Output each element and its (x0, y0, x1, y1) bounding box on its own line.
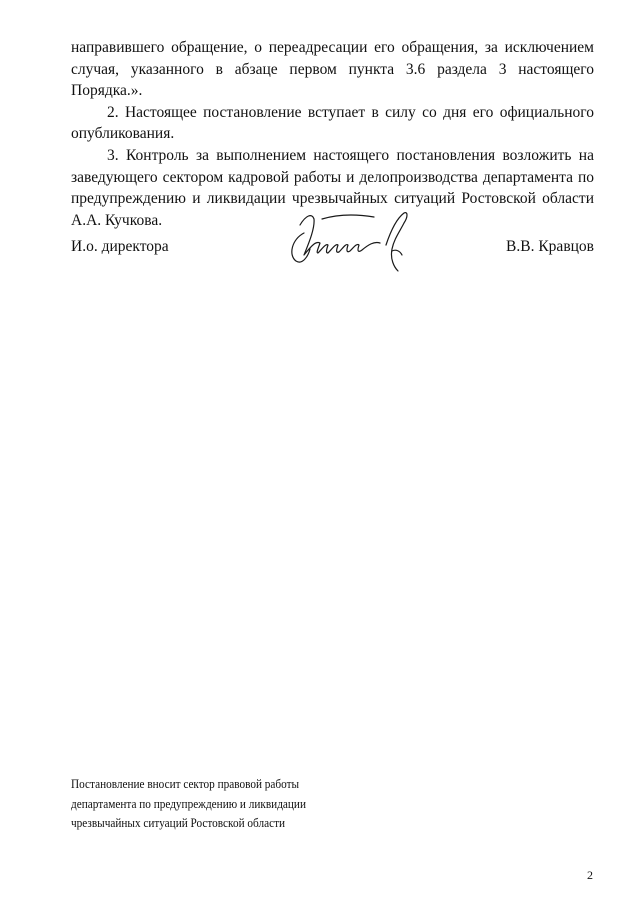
paragraph-continuation: направившего обращение, о переадресации его обращения, за исключением случая, указанного в абзаце первом пункта 3.6 раздела 3 настоящего Порядка.». (71, 39, 594, 100)
paragraph-item-2: 2. Настоящее постановление вступает в силу со дня его официального опубликования. (71, 103, 594, 143)
footer-note (71, 775, 359, 834)
page-number: 2 (587, 868, 593, 882)
footer-note-line: чрезвычайных ситуаций Ростовской области (71, 816, 286, 830)
handwritten-signature (282, 205, 422, 275)
footer-note-line: департамента по предупреждению и ликвидации (71, 796, 306, 811)
signatory-name: В.В. Кравцов (506, 238, 594, 255)
signatory-position: И.о. директора (71, 238, 169, 255)
document-body (71, 37, 594, 231)
paragraph-item-3: 3. Контроль за выполнением настоящего постановления возложить на заведующего сектором кадровой работы и делопроизводства департамента по предупреждению и ликвидации чрезвычайных ситуаций Ростовской области А.А. Кучкова. (71, 146, 594, 229)
footer-note-line: Постановление вносит сектор правовой работы (71, 777, 300, 791)
